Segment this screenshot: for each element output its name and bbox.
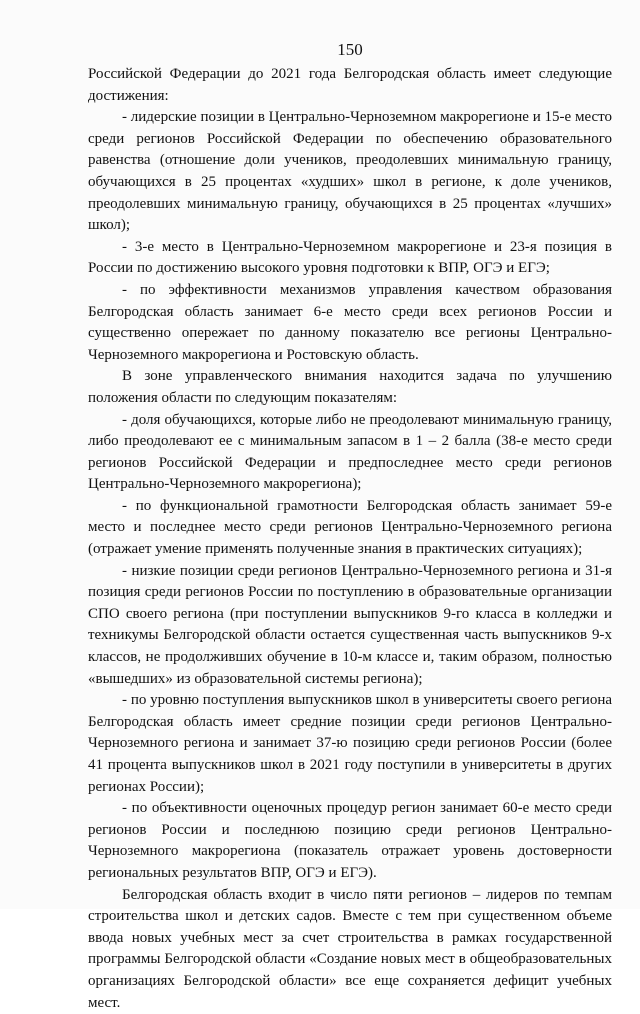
paragraph-indicator-functional-literacy: - по функциональной грамотности Белгородская область занимает 59-е место и последнее место среди регионов Центрально-Черноземного региона (отражает умение применять полученные знания в практических ситуациях); [88, 497, 612, 558]
paragraph-achievement-management: - по эффективности механизмов управления качеством образования Белгородская область занимает 6-е место среди всех регионов России и существенно опережает по данному показателю все регионы Центрально-Черноземного макрорегиона и Ростовскую область. [88, 281, 612, 363]
paragraph-attention-zone: В зоне управленческого внимания находится задача по улучшению положения области по следующим показателям: [88, 368, 612, 406]
paragraph-construction: Белгородская область входит в число пяти регионов – лидеров по темпам строительства школ и детских садов. Вместе с тем при существенном объеме ввода новых учебных мест за счет строительства в рамках государственной программы Белгородской области «Создание новых мест в общеобразовательных организациях Белгородской области» все еще сохраняется дефицит учебных мест. [88, 886, 612, 1011]
paragraph-indicator-min-border: - доля обучающихся, которые либо не преодолевают минимальную границу, либо преодолевают ее с минимальным запасом в 1 – 2 балла (38-е место среди регионов Российской Федерации и предпоследнее место среди регионов Центрально-Черноземного макрорегиона); [88, 411, 612, 493]
paragraph-indicator-university-admission: - по уровню поступления выпускников школ в университеты своего региона Белгородская область имеет средние позиции среди регионов Центрально-Черноземного региона и занимает 37-ю позицию среди регионов России (более 41 процента выпускников школ в 2021 году поступили в университеты в других регионах России); [88, 692, 612, 795]
page-number: 150 [337, 40, 363, 59]
paragraph-indicator-spo-admission: - низкие позиции среди регионов Центрально-Черноземного региона и 31-я позиция среди регионов России по поступлению в образовательные организации СПО своего региона (при поступлении выпускников 9-го класса в колледжи и техникумы Белгородской области остается существенная часть выпускников 9-х классов, не продолживших обучение в 10-м классе и, таким образом, полностью «вышедших» из образовательной системы региона); [88, 562, 612, 687]
paragraph-intro: Российской Федерации до 2021 года Белгородская область имеет следующие достижения: [88, 66, 612, 104]
paragraph-achievement-equality: - лидерские позиции в Центрально-Черноземном макрорегионе и 15-е место среди регионов Российской Федерации по обеспечению образовательного равенства (отношение доли учеников, преодолевших минимальную границу, обучающихся в 25 процентах «худших» школ в регионе, к доле учеников, преодолевших минимальную границу, обучающихся в 25 процентах «лучших» школ); [88, 109, 612, 234]
paragraph-achievement-preparation: - 3-е место в Центрально-Черноземном макрорегионе и 23-я позиция в России по достижению высокого уровня подготовки к ВПР, ОГЭ и ЕГЭ; [88, 238, 612, 277]
document-body [88, 64, 612, 1014]
paragraph-indicator-objectivity: - по объективности оценочных процедур регион занимает 60-е место среди регионов России и последнюю позицию среди регионов Центрально-Черноземного макрорегиона (показатель отражает уровень достоверности региональных результатов ВПР, ОГЭ и ЕГЭ). [88, 800, 612, 881]
